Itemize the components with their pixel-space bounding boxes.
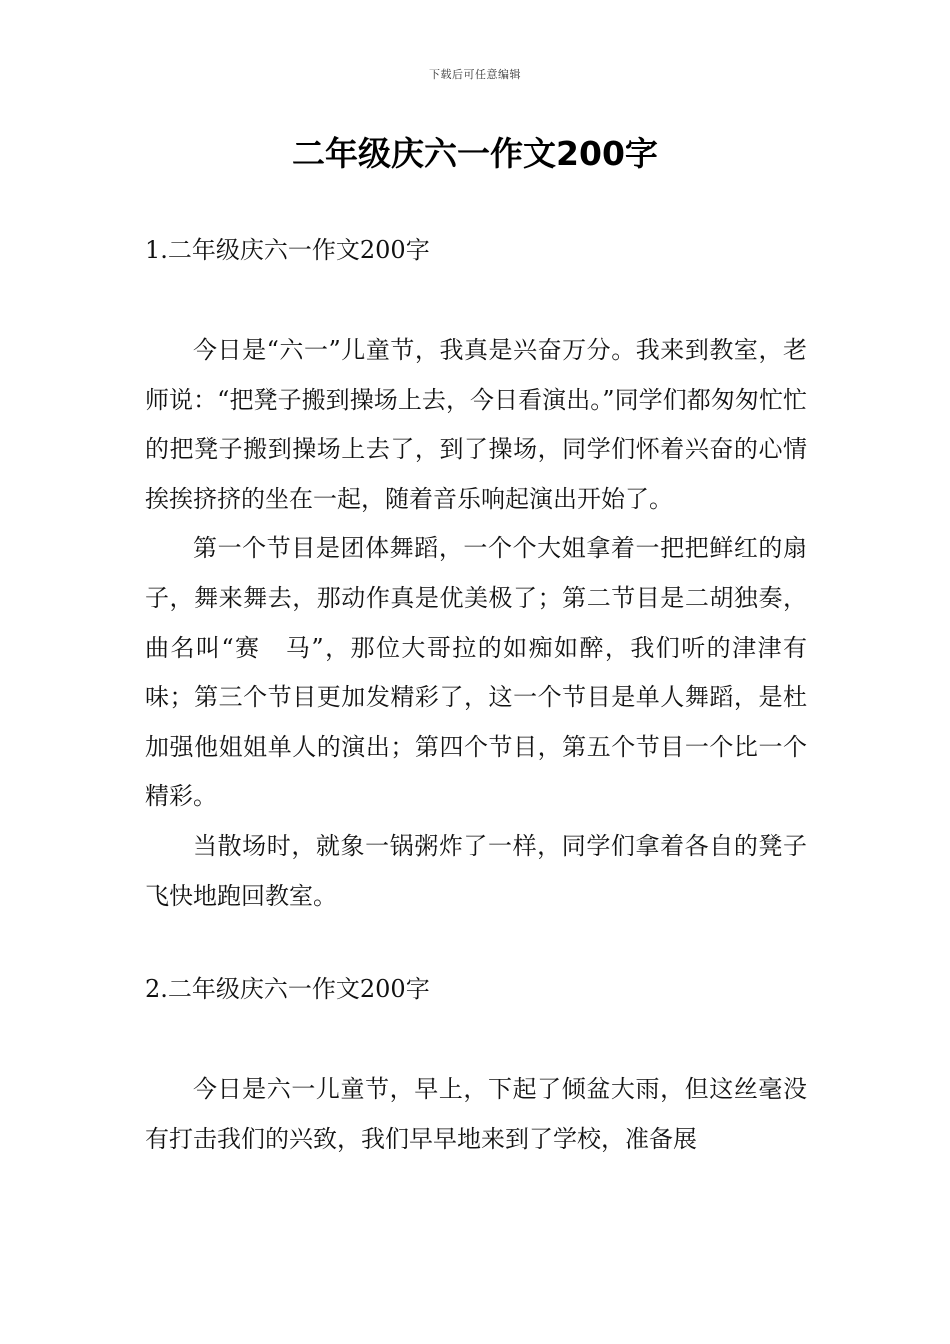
header-note: 下载后可任意编辑 bbox=[429, 68, 521, 81]
paragraph: 当散场时，就象一锅粥炸了一样，同学们拿着各自的凳子飞快地跑回教室。 bbox=[145, 831, 807, 910]
paragraph: 今日是六一儿童节，早上，下起了倾盆大雨，但这丝毫没有打击我们的兴致，我们早早地来到了学校，准备展 bbox=[145, 1075, 807, 1153]
document-body bbox=[145, 228, 807, 1164]
document-title: 二年级庆六一作文200字 bbox=[292, 134, 658, 173]
section-heading: 1.二年级庆六一作文200字 bbox=[145, 236, 430, 264]
paragraph: 第一个节目是团体舞蹈，一个个大姐拿着一把把鲜红的扇子，舞来舞去，那动作真是优美极了；第二节目是二胡独奏，曲名叫“赛 马”，那位大哥拉的如痴如醉，我们听的津津有味；第三个节目更加发精彩了，这一个节目是单人舞蹈，是杜加强他姐姐单人的演出；第四个节目，第五个节目一个比一个精彩。 bbox=[145, 534, 807, 811]
paragraph: 今日是“六一”儿童节，我真是兴奋万分。我来到教室，老师说：“把凳子搬到操场上去，今日看演出。”同学们都匆匆忙忙的把凳子搬到操场上去了，到了操场，同学们怀着兴奋的心情挨挨挤挤的坐在一起，随着音乐响起演出开始了。 bbox=[145, 336, 807, 513]
section-heading: 2.二年级庆六一作文200字 bbox=[145, 975, 430, 1004]
